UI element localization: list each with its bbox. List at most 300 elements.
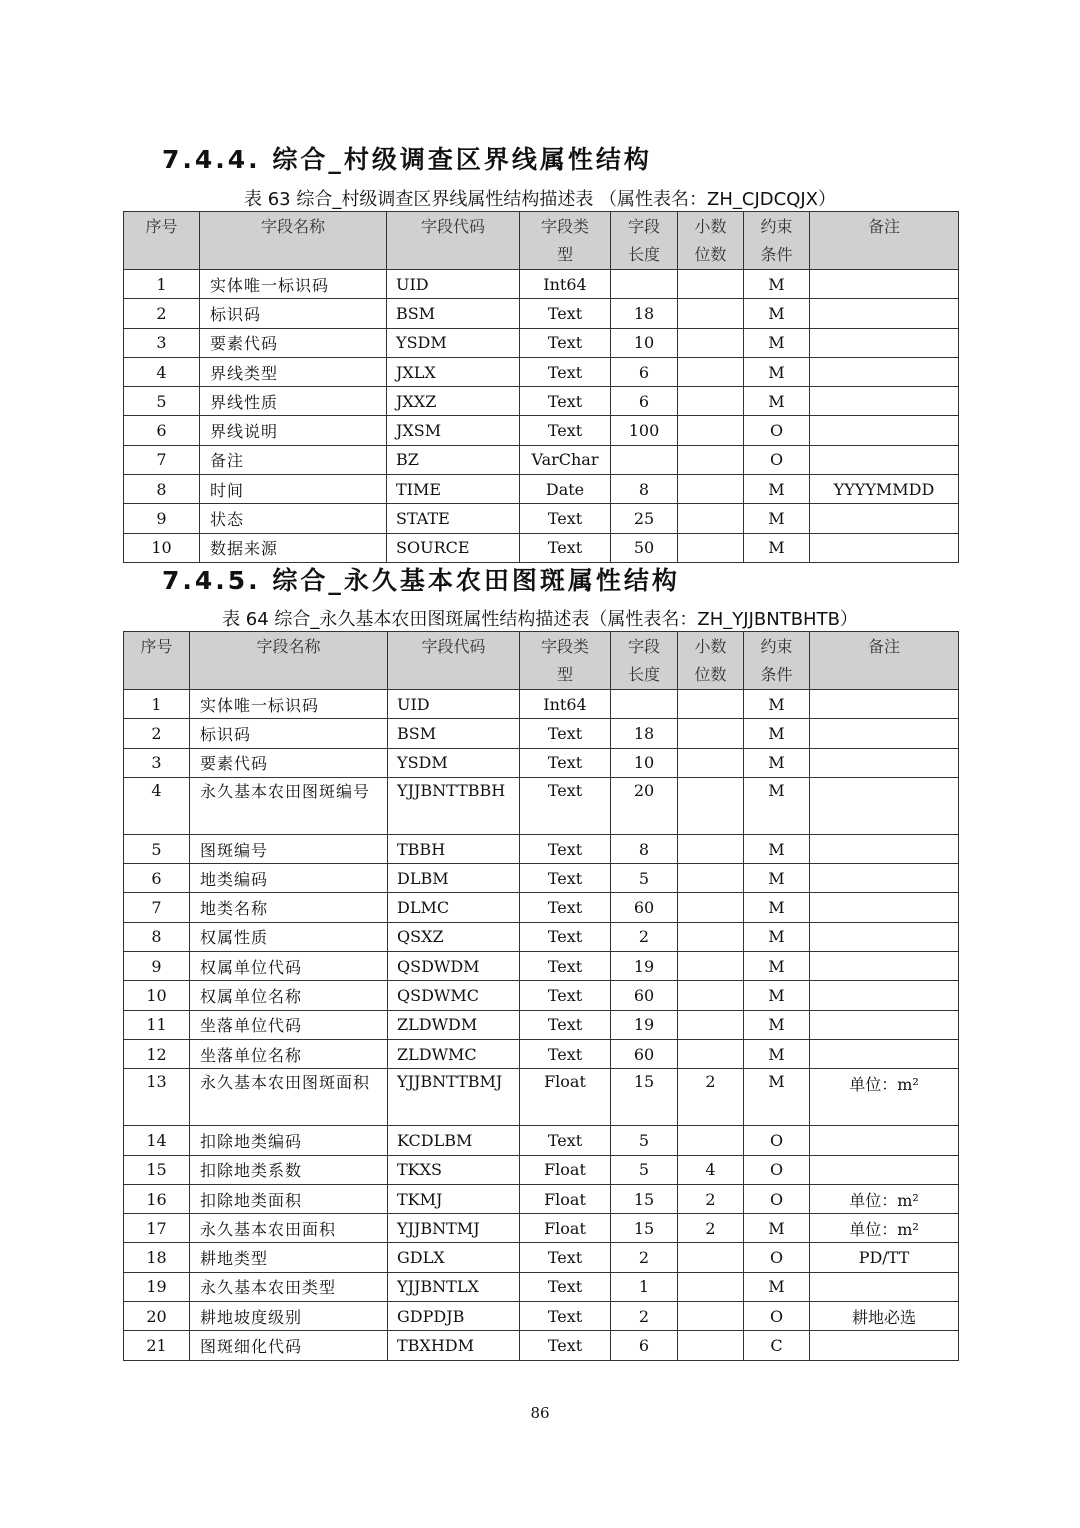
header-col-remarks: 备注	[810, 212, 959, 270]
field-code-cell: YJJBNTLX	[388, 1272, 520, 1301]
header-col-constraint: 约束条件	[744, 212, 810, 270]
table-caption-1: 表 63 综合_村级调查区界线属性结构描述表 （属性表名：ZH_CJDCQJX）	[243, 189, 837, 210]
field-length-cell: 15	[611, 1184, 678, 1213]
field-length-cell: 18	[611, 299, 678, 328]
field-code-cell: YJJBNTTBMJ	[388, 1069, 520, 1126]
table-row	[124, 504, 959, 533]
constraint-cell: M	[744, 893, 810, 922]
field-name-cell: 图斑细化代码	[190, 1331, 388, 1360]
field-code-cell: QSDWMC	[388, 981, 520, 1010]
decimals-cell	[678, 719, 744, 748]
field-type-cell: Float	[520, 1214, 611, 1243]
constraint-cell: O	[744, 1302, 810, 1331]
seq-cell: 2	[124, 299, 200, 328]
seq-cell: 3	[124, 748, 190, 777]
seq-cell: 15	[124, 1155, 190, 1184]
table-row	[124, 475, 959, 504]
field-length-cell: 5	[611, 864, 678, 893]
table-row	[124, 1069, 959, 1126]
header-col-constraint: 约束条件	[744, 632, 810, 690]
field-type-cell: Text	[520, 387, 611, 416]
constraint-cell: M	[744, 777, 810, 834]
table-row	[124, 1272, 959, 1301]
seq-cell: 10	[124, 981, 190, 1010]
seq-cell: 19	[124, 1272, 190, 1301]
remarks-cell	[810, 719, 959, 748]
field-name-cell: 扣除地类面积	[190, 1184, 388, 1213]
seq-cell: 14	[124, 1126, 190, 1155]
seq-cell: 11	[124, 1010, 190, 1039]
constraint-cell: M	[744, 533, 810, 562]
remarks-cell	[810, 922, 959, 951]
seq-cell: 8	[124, 475, 200, 504]
field-code-cell: YSDM	[387, 328, 520, 357]
seq-cell: 2	[124, 719, 190, 748]
remarks-cell	[810, 533, 959, 562]
table-caption-2: 表 64 综合_永久基本农田图斑属性结构描述表（属性表名：ZH_YJJBNTBHTB）	[222, 609, 858, 630]
field-name-cell: 备注	[200, 445, 387, 474]
field-name-cell: 永久基本农田类型	[190, 1272, 388, 1301]
constraint-cell: M	[744, 1010, 810, 1039]
table-row	[124, 1126, 959, 1155]
table-row	[124, 387, 959, 416]
seq-cell: 20	[124, 1302, 190, 1331]
field-code-cell: GDLX	[388, 1243, 520, 1272]
constraint-cell: M	[744, 719, 810, 748]
decimals-cell	[678, 533, 744, 562]
constraint-cell: O	[744, 1243, 810, 1272]
seq-cell: 12	[124, 1039, 190, 1068]
field-type-cell: Text	[520, 1272, 611, 1301]
field-code-cell: ZLDWMC	[388, 1039, 520, 1068]
table-row	[124, 893, 959, 922]
decimals-cell: 2	[678, 1069, 744, 1126]
constraint-cell: M	[744, 270, 810, 299]
field-code-cell: BZ	[387, 445, 520, 474]
field-code-cell: SOURCE	[387, 533, 520, 562]
section-heading-1: 7.4.4. 综合_村级调查区界线属性结构	[162, 145, 652, 174]
field-type-cell: Text	[520, 834, 611, 863]
field-length-cell: 18	[611, 719, 678, 748]
field-code-cell: TBBH	[388, 834, 520, 863]
remarks-cell	[810, 893, 959, 922]
constraint-cell: M	[744, 834, 810, 863]
field-length-cell: 19	[611, 952, 678, 981]
field-length-cell	[611, 270, 678, 299]
field-type-cell: Text	[520, 416, 611, 445]
header-col-field-type: 字段类型	[520, 212, 611, 270]
seq-cell: 16	[124, 1184, 190, 1213]
remarks-cell	[810, 387, 959, 416]
field-type-cell: Text	[520, 357, 611, 386]
field-type-cell: Text	[520, 922, 611, 951]
constraint-cell: C	[744, 1331, 810, 1360]
remarks-cell	[810, 1331, 959, 1360]
decimals-cell	[678, 952, 744, 981]
seq-cell: 9	[124, 952, 190, 981]
field-length-cell: 6	[611, 357, 678, 386]
field-type-cell: Text	[520, 504, 611, 533]
field-type-cell: Text	[520, 1331, 611, 1360]
attribute-table-2	[123, 631, 959, 1361]
attribute-table-1	[123, 211, 959, 563]
table-row	[124, 981, 959, 1010]
constraint-cell: M	[744, 952, 810, 981]
field-length-cell: 15	[611, 1214, 678, 1243]
constraint-cell: M	[744, 504, 810, 533]
remarks-cell: YYYYMMDD	[810, 475, 959, 504]
seq-cell: 6	[124, 864, 190, 893]
field-name-cell: 界线说明	[200, 416, 387, 445]
field-type-cell: VarChar	[520, 445, 611, 474]
field-length-cell: 60	[611, 981, 678, 1010]
field-length-cell: 5	[611, 1155, 678, 1184]
remarks-cell	[810, 504, 959, 533]
field-length-cell: 8	[611, 475, 678, 504]
remarks-cell	[810, 270, 959, 299]
field-name-cell: 权属单位代码	[190, 952, 388, 981]
decimals-cell	[678, 777, 744, 834]
table-row	[124, 690, 959, 719]
field-type-cell: Text	[520, 719, 611, 748]
table-row	[124, 328, 959, 357]
field-name-cell: 永久基本农田图斑面积	[190, 1069, 388, 1126]
remarks-cell	[810, 748, 959, 777]
header-col-seq: 序号	[124, 212, 200, 270]
field-type-cell: Text	[520, 777, 611, 834]
constraint-cell: M	[744, 690, 810, 719]
field-length-cell	[611, 690, 678, 719]
page-number: 86	[530, 1404, 550, 1422]
field-name-cell: 耕地类型	[190, 1243, 388, 1272]
field-name-cell: 权属性质	[190, 922, 388, 951]
field-name-cell: 实体唯一标识码	[200, 270, 387, 299]
field-name-cell: 要素代码	[200, 328, 387, 357]
table-row	[124, 416, 959, 445]
field-name-cell: 界线性质	[200, 387, 387, 416]
remarks-cell	[810, 1126, 959, 1155]
remarks-cell: 单位：m²	[810, 1214, 959, 1243]
constraint-cell: O	[744, 445, 810, 474]
constraint-cell: M	[744, 357, 810, 386]
field-length-cell: 60	[611, 1039, 678, 1068]
constraint-cell: M	[744, 1039, 810, 1068]
decimals-cell	[678, 981, 744, 1010]
table-row	[124, 533, 959, 562]
decimals-cell	[678, 922, 744, 951]
constraint-cell: M	[744, 748, 810, 777]
constraint-cell: O	[744, 1155, 810, 1184]
field-code-cell: UID	[388, 690, 520, 719]
remarks-cell	[810, 416, 959, 445]
seq-cell: 8	[124, 922, 190, 951]
constraint-cell: O	[744, 1126, 810, 1155]
field-type-cell: Float	[520, 1184, 611, 1213]
constraint-cell: M	[744, 922, 810, 951]
field-length-cell: 6	[611, 1331, 678, 1360]
table-row	[124, 952, 959, 981]
field-name-cell: 永久基本农田面积	[190, 1214, 388, 1243]
decimals-cell	[678, 357, 744, 386]
table-header	[124, 632, 959, 690]
seq-cell: 6	[124, 416, 200, 445]
field-length-cell: 25	[611, 504, 678, 533]
remarks-cell	[810, 1010, 959, 1039]
constraint-cell: M	[744, 475, 810, 504]
seq-cell: 17	[124, 1214, 190, 1243]
table-row	[124, 748, 959, 777]
header-col-field-code: 字段代码	[387, 212, 520, 270]
field-type-cell: Text	[520, 1243, 611, 1272]
header-col-decimals: 小数位数	[678, 632, 744, 690]
field-code-cell: YSDM	[388, 748, 520, 777]
header-col-field-length: 字段长度	[611, 212, 678, 270]
table-header	[124, 212, 959, 270]
field-name-cell: 坐落单位代码	[190, 1010, 388, 1039]
field-type-cell: Text	[520, 748, 611, 777]
section-heading-2: 7.4.5. 综合_永久基本农田图斑属性结构	[162, 566, 680, 595]
header-col-field-name: 字段名称	[190, 632, 388, 690]
field-type-cell: Text	[520, 1126, 611, 1155]
constraint-cell: O	[744, 1184, 810, 1213]
field-name-cell: 时间	[200, 475, 387, 504]
field-length-cell: 1	[611, 1272, 678, 1301]
decimals-cell	[678, 1126, 744, 1155]
field-name-cell: 扣除地类编码	[190, 1126, 388, 1155]
field-code-cell: BSM	[387, 299, 520, 328]
field-length-cell: 19	[611, 1010, 678, 1039]
decimals-cell	[678, 387, 744, 416]
decimals-cell	[678, 504, 744, 533]
table-row	[124, 1010, 959, 1039]
decimals-cell	[678, 1039, 744, 1068]
seq-cell: 21	[124, 1331, 190, 1360]
constraint-cell: M	[744, 981, 810, 1010]
seq-cell: 10	[124, 533, 200, 562]
table-row	[124, 445, 959, 474]
constraint-cell: O	[744, 416, 810, 445]
field-length-cell: 5	[611, 1126, 678, 1155]
constraint-cell: M	[744, 1214, 810, 1243]
remarks-cell	[810, 690, 959, 719]
field-name-cell: 实体唯一标识码	[190, 690, 388, 719]
remarks-cell	[810, 1155, 959, 1184]
field-name-cell: 数据来源	[200, 533, 387, 562]
remarks-cell	[810, 864, 959, 893]
remarks-cell	[810, 328, 959, 357]
seq-cell: 7	[124, 893, 190, 922]
field-length-cell: 10	[611, 748, 678, 777]
field-code-cell: GDPDJB	[388, 1302, 520, 1331]
field-type-cell: Text	[520, 1039, 611, 1068]
seq-cell: 18	[124, 1243, 190, 1272]
header-col-seq: 序号	[124, 632, 190, 690]
decimals-cell: 4	[678, 1155, 744, 1184]
field-name-cell: 坐落单位名称	[190, 1039, 388, 1068]
decimals-cell	[678, 270, 744, 299]
constraint-cell: M	[744, 328, 810, 357]
field-length-cell: 6	[611, 387, 678, 416]
field-length-cell: 20	[611, 777, 678, 834]
field-length-cell: 10	[611, 328, 678, 357]
header-col-field-code: 字段代码	[388, 632, 520, 690]
field-length-cell: 50	[611, 533, 678, 562]
decimals-cell: 2	[678, 1184, 744, 1213]
field-name-cell: 权属单位名称	[190, 981, 388, 1010]
field-type-cell: Date	[520, 475, 611, 504]
table-row	[124, 1155, 959, 1184]
remarks-cell: PD/TT	[810, 1243, 959, 1272]
field-code-cell: JXSM	[387, 416, 520, 445]
decimals-cell	[678, 1331, 744, 1360]
table-row	[124, 922, 959, 951]
seq-cell: 4	[124, 777, 190, 834]
table-row	[124, 834, 959, 863]
field-name-cell: 标识码	[200, 299, 387, 328]
field-length-cell: 8	[611, 834, 678, 863]
field-code-cell: KCDLBM	[388, 1126, 520, 1155]
table-row	[124, 1184, 959, 1213]
field-code-cell: QSDWDM	[388, 952, 520, 981]
seq-cell: 7	[124, 445, 200, 474]
field-name-cell: 标识码	[190, 719, 388, 748]
field-type-cell: Text	[520, 981, 611, 1010]
seq-cell: 4	[124, 357, 200, 386]
seq-cell: 3	[124, 328, 200, 357]
field-name-cell: 要素代码	[190, 748, 388, 777]
field-code-cell: STATE	[387, 504, 520, 533]
field-type-cell: Int64	[520, 690, 611, 719]
header-col-decimals: 小数位数	[678, 212, 744, 270]
field-length-cell: 60	[611, 893, 678, 922]
table-row	[124, 777, 959, 834]
field-type-cell: Text	[520, 1010, 611, 1039]
field-code-cell: UID	[387, 270, 520, 299]
field-type-cell: Text	[520, 328, 611, 357]
field-length-cell: 15	[611, 1069, 678, 1126]
decimals-cell	[678, 690, 744, 719]
constraint-cell: M	[744, 1069, 810, 1126]
decimals-cell	[678, 299, 744, 328]
seq-cell: 9	[124, 504, 200, 533]
table-row	[124, 719, 959, 748]
field-code-cell: JXLX	[387, 357, 520, 386]
table-row	[124, 1302, 959, 1331]
field-type-cell: Text	[520, 299, 611, 328]
table-row	[124, 299, 959, 328]
decimals-cell	[678, 1010, 744, 1039]
header-col-field-type: 字段类型	[520, 632, 611, 690]
remarks-cell	[810, 1039, 959, 1068]
table-row	[124, 864, 959, 893]
field-code-cell: JXXZ	[387, 387, 520, 416]
seq-cell: 5	[124, 834, 190, 863]
remarks-cell	[810, 445, 959, 474]
field-length-cell: 100	[611, 416, 678, 445]
decimals-cell	[678, 416, 744, 445]
field-type-cell: Text	[520, 1302, 611, 1331]
constraint-cell: M	[744, 864, 810, 893]
field-name-cell: 耕地坡度级别	[190, 1302, 388, 1331]
header-col-field-length: 字段长度	[611, 632, 678, 690]
field-name-cell: 地类编码	[190, 864, 388, 893]
header-col-field-name: 字段名称	[200, 212, 387, 270]
field-name-cell: 地类名称	[190, 893, 388, 922]
field-code-cell: TIME	[387, 475, 520, 504]
field-name-cell: 永久基本农田图斑编号	[190, 777, 388, 834]
field-name-cell: 扣除地类系数	[190, 1155, 388, 1184]
table-row	[124, 357, 959, 386]
constraint-cell: M	[744, 1272, 810, 1301]
field-length-cell: 2	[611, 1302, 678, 1331]
table-row	[124, 1331, 959, 1360]
decimals-cell	[678, 475, 744, 504]
remarks-cell: 单位：m²	[810, 1069, 959, 1126]
remarks-cell	[810, 952, 959, 981]
constraint-cell: M	[744, 387, 810, 416]
field-code-cell: BSM	[388, 719, 520, 748]
field-length-cell	[611, 445, 678, 474]
decimals-cell	[678, 748, 744, 777]
field-code-cell: DLBM	[388, 864, 520, 893]
field-type-cell: Float	[520, 1069, 611, 1126]
remarks-cell	[810, 777, 959, 834]
field-code-cell: TKMJ	[388, 1184, 520, 1213]
field-type-cell: Text	[520, 533, 611, 562]
field-type-cell: Int64	[520, 270, 611, 299]
field-type-cell: Text	[520, 864, 611, 893]
header-col-remarks: 备注	[810, 632, 959, 690]
seq-cell: 1	[124, 690, 190, 719]
decimals-cell: 2	[678, 1214, 744, 1243]
remarks-cell	[810, 357, 959, 386]
decimals-cell	[678, 893, 744, 922]
field-name-cell: 界线类型	[200, 357, 387, 386]
remarks-cell	[810, 299, 959, 328]
seq-cell: 1	[124, 270, 200, 299]
table-row	[124, 1243, 959, 1272]
decimals-cell	[678, 834, 744, 863]
decimals-cell	[678, 328, 744, 357]
field-code-cell: TBXHDM	[388, 1331, 520, 1360]
field-code-cell: DLMC	[388, 893, 520, 922]
seq-cell: 13	[124, 1069, 190, 1126]
decimals-cell	[678, 1243, 744, 1272]
decimals-cell	[678, 445, 744, 474]
field-code-cell: TKXS	[388, 1155, 520, 1184]
decimals-cell	[678, 864, 744, 893]
field-length-cell: 2	[611, 922, 678, 951]
remarks-cell: 耕地必选	[810, 1302, 959, 1331]
table-row	[124, 1214, 959, 1243]
remarks-cell: 单位：m²	[810, 1184, 959, 1213]
field-code-cell: QSXZ	[388, 922, 520, 951]
seq-cell: 5	[124, 387, 200, 416]
constraint-cell: M	[744, 299, 810, 328]
field-type-cell: Float	[520, 1155, 611, 1184]
field-code-cell: YJJBNTTBBH	[388, 777, 520, 834]
field-type-cell: Text	[520, 893, 611, 922]
remarks-cell	[810, 1272, 959, 1301]
field-length-cell: 2	[611, 1243, 678, 1272]
field-name-cell: 图斑编号	[190, 834, 388, 863]
field-code-cell: ZLDWDM	[388, 1010, 520, 1039]
field-name-cell: 状态	[200, 504, 387, 533]
table-row	[124, 1039, 959, 1068]
field-type-cell: Text	[520, 952, 611, 981]
decimals-cell	[678, 1302, 744, 1331]
remarks-cell	[810, 834, 959, 863]
